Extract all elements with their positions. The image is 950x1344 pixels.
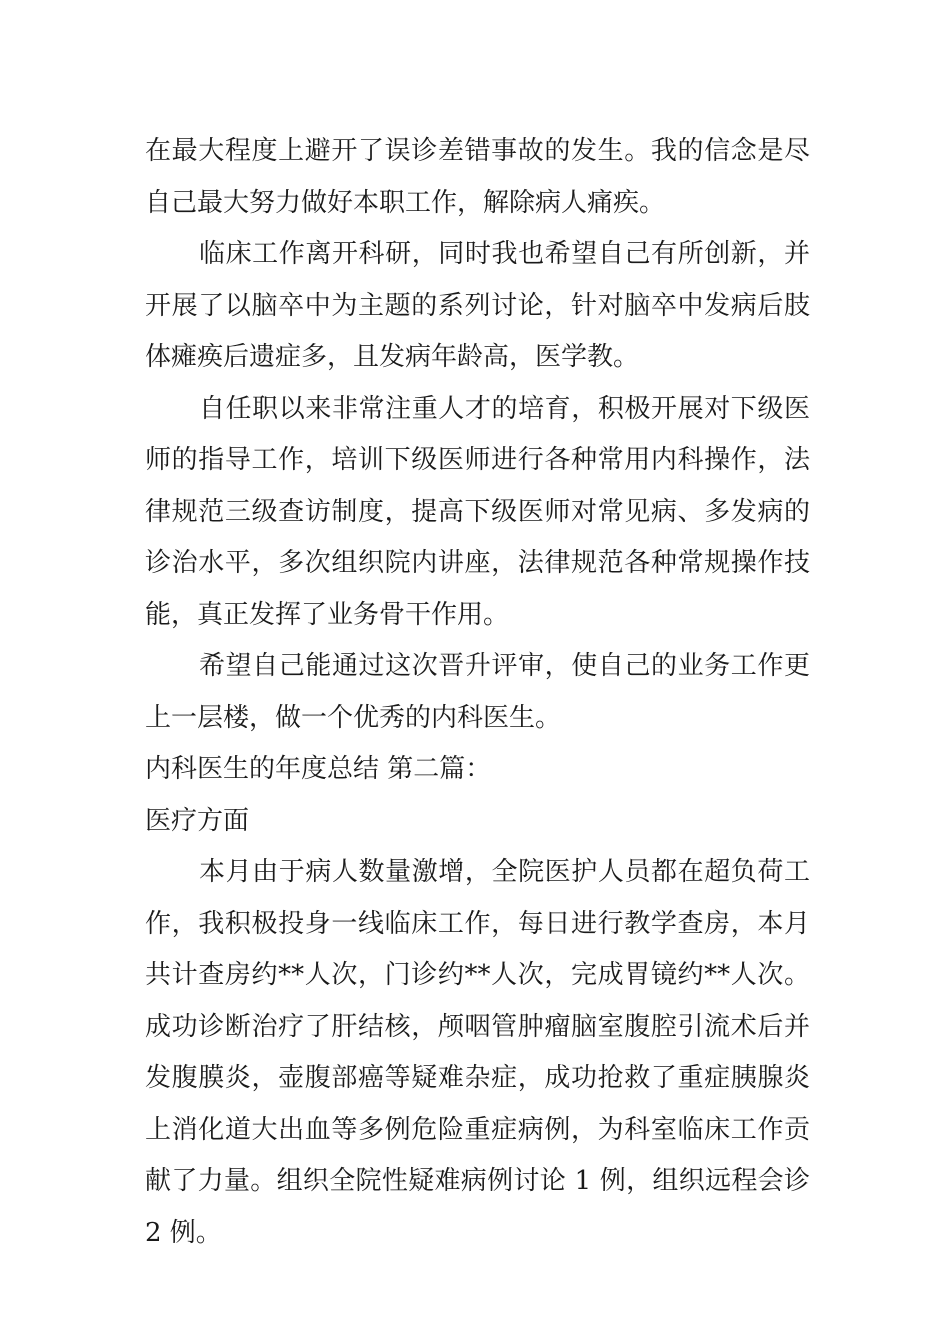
subsection-title: 医疗方面 xyxy=(145,805,250,836)
paragraph-medical-work: 本月由于病人数量激增，全院医护人员都在超负荷工作，我积极投身一线临床工作，每日进行教学查房，本月共计查房约**人次，门诊约**人次，完成胃镜约**人次。成功诊断治疗了肝结核，颅咽管肿瘤脑室腹腔引流术后并发腹膜炎，壶腹部癌等疑难杂症，成功抢救了重症胰腺炎上消化道大出血等多例危险重症病例，为科室临床工作贡献了力量。组织全院性疑难病例讨论 1 例，组织远程会诊 2 例。 xyxy=(145,857,810,1248)
section-title: 内科医生的年度总结 第二篇： xyxy=(145,754,492,784)
paragraph-continuation: 在最大程度上避开了误诊差错事故的发生。我的信念是尽自己最大努力做好本职工作，解除病人痛疾。 xyxy=(145,136,810,218)
paragraph-research: 临床工作离开科研，同时我也希望自己有所创新，并开展了以脑卒中为主题的系列讨论，针对脑卒中发病后肢体瘫痪后遗症多，且发病年龄高，医学教。 xyxy=(145,239,810,372)
paragraph-training: 自任职以来非常注重人才的培育，积极开展对下级医师的指导工作，培训下级医师进行各种常用内科操作，法律规范三级查访制度，提高下级医师对常见病、多发病的诊治水平，多次组织院内讲座，法律规范各种常规操作技能，真正发挥了业务骨干作用。 xyxy=(145,393,810,630)
paragraph-promotion: 希望自己能通过这次晋升评审，使自己的业务工作更上一层楼，做一个优秀的内科医生。 xyxy=(145,651,810,733)
document-body xyxy=(145,126,810,1259)
